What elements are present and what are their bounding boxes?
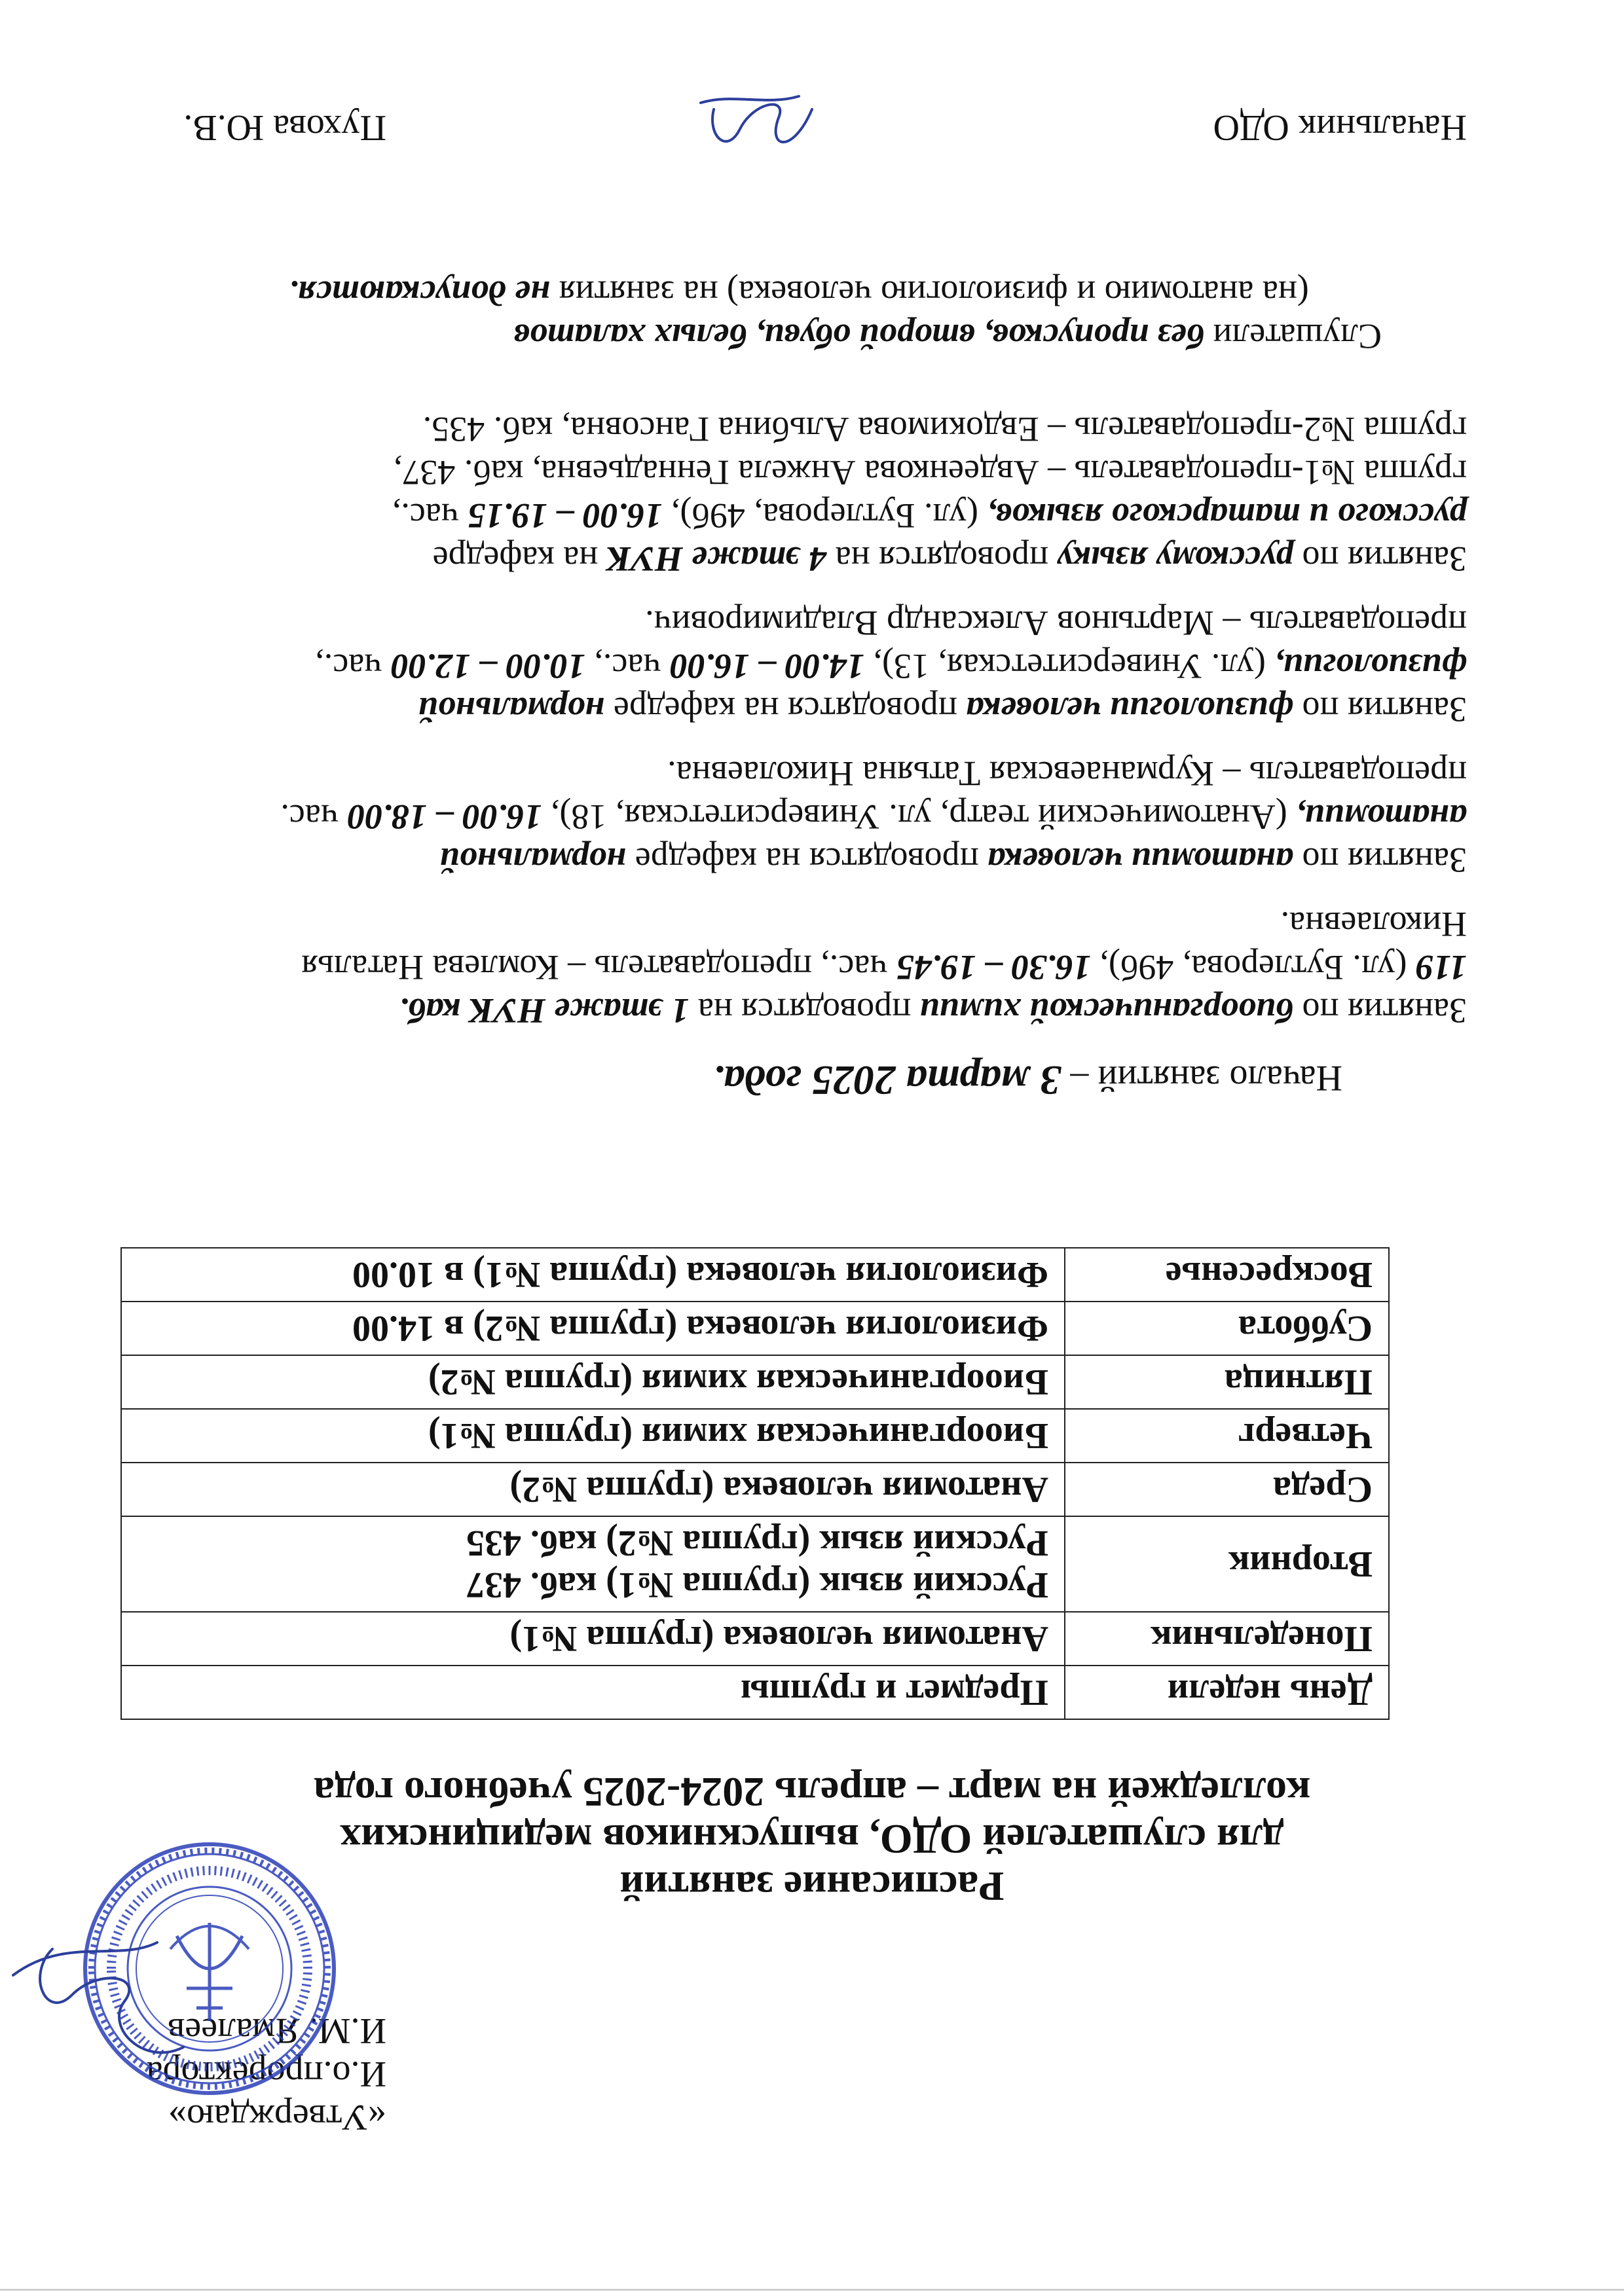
day-cell: Среда [1065, 1463, 1389, 1516]
paragraph-line [131, 538, 1467, 581]
paragraph-line: Николаевна. [1280, 905, 1467, 944]
table-row [121, 1612, 1389, 1666]
table-row [121, 1248, 1389, 1302]
text-run: проводятся на [826, 539, 1058, 579]
paragraph-chemistry [131, 903, 1467, 1032]
paragraph-line [131, 315, 1467, 358]
title-line-1: Расписание занятий [619, 1863, 1005, 1910]
text-run: русскому языку [1057, 539, 1293, 579]
text-run: Занятия по [1293, 690, 1467, 729]
head-signature [694, 83, 825, 168]
paragraph-note [131, 272, 1467, 358]
text-run: (Анатомический театр, ул. Университетская, 18), [542, 797, 1297, 837]
subject-line: Русский язык (группа №1) каб. 437 [466, 1565, 1048, 1605]
paragraph-line [131, 795, 1467, 839]
text-run: (на анатомию и физиологию человека) на занятия [550, 274, 1309, 313]
text-run: анатомии человека [987, 841, 1293, 880]
signatory-position: Начальник ОДО [1213, 107, 1467, 148]
paragraph-physiology [131, 602, 1467, 731]
approval-line-3: И.М. Ямалеев [167, 2011, 386, 2051]
paragraph-line [131, 989, 1467, 1032]
text-run: проводятся на кафедре [626, 841, 988, 880]
text-run: час., преподаватель – Комлева Наталья [301, 948, 896, 987]
paragraph-line: группа №1-преподаватель – Авдеенкова Анжела Геннадьевна, каб. 437, [393, 453, 1467, 492]
text-run: час. [280, 797, 348, 837]
paragraph-russian [131, 408, 1467, 581]
text-run: проводятся на кафедре [604, 690, 967, 729]
subject-cell: Анатомия человека (группа №1) [121, 1612, 1065, 1666]
text-run: без пропусков, второй обуви, белых халатов [513, 317, 1204, 356]
text-run: физиологии, [1274, 647, 1467, 686]
subject-cell [121, 1516, 1065, 1612]
table-row [121, 1355, 1389, 1409]
text-run: 16.00 – 19.15 [468, 496, 663, 536]
text-run: час., [585, 647, 670, 686]
paragraph-anatomy [131, 752, 1467, 882]
day-cell: Воскресенье [1065, 1248, 1389, 1302]
table-row [121, 1516, 1389, 1612]
table-row [121, 1409, 1389, 1463]
text-run: (ул. Университетская, 13), [864, 647, 1275, 686]
table-header-row [121, 1666, 1389, 1719]
text-run: 1 этаже НУК каб. [399, 991, 690, 1030]
text-run: нормальной [418, 690, 605, 729]
paragraph-line [131, 494, 1467, 538]
day-cell: Четверг [1065, 1409, 1389, 1463]
text-run: (ул. Бутлерова, 49б), [1090, 948, 1416, 987]
paragraph-line: преподаватель – Мартынов Александр Владимирович. [645, 604, 1467, 643]
title-line-3: колледжей на март – апрель 2024-2025 учебного года [314, 1769, 1310, 1815]
text-run: час., [392, 496, 468, 536]
paragraph-line: группа №2-преподаватель – Евдокимова Альбина Гансовна, каб. 435. [422, 410, 1467, 449]
text-run: Занятия по [1293, 991, 1467, 1030]
text-run: нормальной [439, 841, 627, 880]
text-run: 119 [1415, 948, 1467, 987]
text-run: Занятия по [1293, 841, 1467, 880]
start-date: 3 марта 2025 года. [713, 1057, 1061, 1104]
day-cell: Суббота [1065, 1302, 1389, 1355]
text-run: физиологии человека [966, 690, 1293, 729]
text-run: Занятия по [1293, 539, 1467, 579]
scan-edge [0, 2289, 1624, 2291]
text-run: 14.00 – 16.00 [669, 647, 864, 686]
subject-cell: Биоорганическая химия (группа №1) [121, 1409, 1065, 1463]
schedule-table [120, 1247, 1390, 1720]
day-cell: Понедельник [1065, 1612, 1389, 1666]
paragraph-line [131, 645, 1467, 688]
paragraph-line [131, 688, 1467, 731]
text-run: 10.00 – 12.00 [390, 647, 585, 686]
paragraph-line [131, 272, 1467, 315]
subject-cell: Анатомия человека (группа №2) [121, 1463, 1065, 1516]
subject-cell: Физиология человека (группа №1) в 10.00 [121, 1248, 1065, 1302]
text-run: русского и татарского языков, [987, 496, 1467, 536]
day-cell: Вторник [1065, 1516, 1389, 1612]
text-run: 16.00 – 18.00 [347, 797, 542, 837]
text-run: биоорганической химии [919, 991, 1293, 1030]
document-title [131, 1768, 1493, 1910]
table-row [121, 1463, 1389, 1516]
text-run: проводятся на [689, 991, 920, 1030]
day-cell: Пятница [1065, 1355, 1389, 1409]
table-row [121, 1302, 1389, 1355]
approval-line-1: «Утверждаю» [168, 2097, 386, 2138]
rector-signature [0, 1916, 196, 2073]
subject-line: Русский язык (группа №2) каб. 435 [466, 1523, 1048, 1563]
text-run: Слушатели [1204, 317, 1382, 356]
text-run: не допускаются. [289, 274, 551, 313]
text-run: анатомии, [1296, 797, 1467, 837]
approval-line-2: И.о.проректора [146, 2054, 386, 2094]
subject-cell: Физиология человека (группа №2) в 14.00 [121, 1302, 1065, 1355]
title-line-2: для слушателей ОДО, выпускников медицинских [340, 1816, 1284, 1863]
text-run: 4 этаже НУК [606, 539, 827, 579]
paragraph-line: преподаватель – Курманаевская Татьяна Николаевна. [667, 754, 1467, 793]
text-run: час., [315, 647, 391, 686]
paragraph-line [131, 946, 1467, 989]
text-run: 16.30 – 19.45 [896, 948, 1091, 987]
paragraph-line [131, 839, 1467, 882]
header-subject: Предмет и группы [121, 1666, 1065, 1719]
subject-cell: Биоорганическая химия (группа №2) [121, 1355, 1065, 1409]
header-day: День недели [1065, 1666, 1389, 1719]
start-label: Начало занятий – [1070, 1058, 1342, 1099]
text-run: на кафедре [432, 539, 607, 579]
start-date-line [713, 1056, 1342, 1104]
signatory-name: Пухова Ю.В. [183, 107, 386, 148]
text-run: (ул. Бутлерова, 49б), [662, 496, 987, 536]
